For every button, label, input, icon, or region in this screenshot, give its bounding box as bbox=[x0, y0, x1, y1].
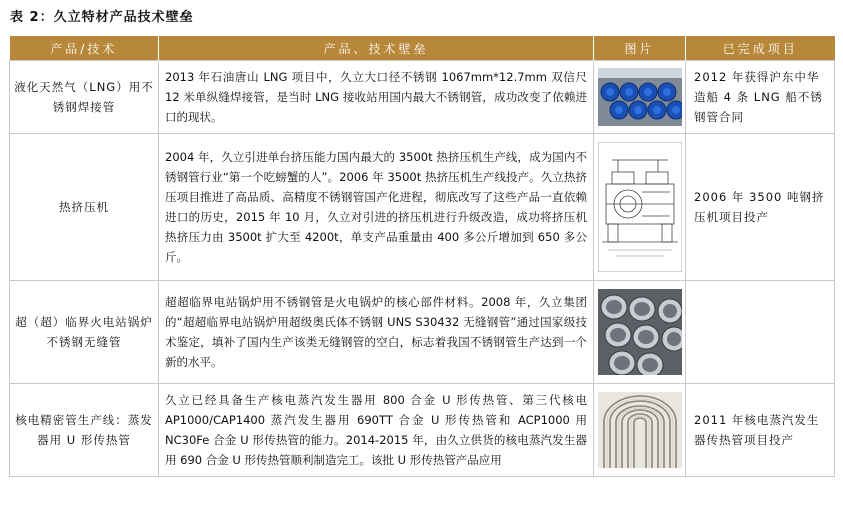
seamless-pipes-photo bbox=[598, 289, 682, 375]
product-name: 核电精密管生产线：蒸发器用 U 形传热管 bbox=[10, 384, 159, 477]
table-header-row bbox=[10, 36, 835, 61]
header-product: 产品/技术 bbox=[10, 36, 159, 61]
tech-barrier-table bbox=[9, 36, 835, 477]
table-row bbox=[10, 281, 835, 384]
header-barrier: 产品、技术壁垒 bbox=[159, 36, 594, 61]
product-barrier: 久立已经具备生产核电蒸汽发生器用 800 合金 U 形传热管、第三代核电 AP1000/CAP1400 蒸汽发生器用 690TT 合金 U 形传热管和 ACP1000 用 NC30Fe 合金 U 形传热管的能力。2014-2015 年，由久立供货的核电蒸汽发生器用 690 合金 U 形传热管顺利制造完工。该批 U 形传热管产品应用 bbox=[159, 384, 594, 477]
product-barrier: 超超临界电站锅炉用不锈钢管是火电锅炉的核心部件材料。2008 年，久立集团的“超超临界电站锅炉用超级奥氏体不锈钢 UNS S30432 无缝钢管”通过国家级技术鉴定，填补了国内生产该类无缝钢管的空白，标志着我国不锈钢管生产达到一个新的水平。 bbox=[159, 281, 594, 384]
table-row bbox=[10, 384, 835, 477]
table-row bbox=[10, 61, 835, 134]
extrusion-press-drawing bbox=[598, 142, 682, 272]
product-image-cell bbox=[594, 384, 686, 477]
product-barrier: 2004 年，久立引进单台挤压能力国内最大的 3500t 热挤压机生产线，成为国内不锈钢管行业“第一个吃螃蟹的人”。2006 年 3500t 热挤压机生产线投产。久立热挤压项目推进了高品质、高精度不锈钢管国产化进程，彻底改写了这些产品一直依赖进口的历史，2015 年 10 月，久立对引进的挤压机进行升级改造，成功将挤压机热挤压力由 3500t 扩大至 4200t，单支产品重量由 400 多公斤增加到 650 多公斤。 bbox=[159, 134, 594, 281]
product-image-cell bbox=[594, 134, 686, 281]
product-barrier: 2013 年石油唐山 LNG 项目中，久立大口径不锈钢 1067mm*12.7mm 双信尺 12 米单纵缝焊接管，是当时 LNG 接收站用国内最大不锈钢管，成功改变了依赖进口的现状。 bbox=[159, 61, 594, 134]
u-tube-bundle-photo bbox=[598, 392, 682, 468]
header-done: 已完成项目 bbox=[686, 36, 835, 61]
table-row bbox=[10, 134, 835, 281]
header-image: 图片 bbox=[594, 36, 686, 61]
table-caption: 表 2：久立特材产品技术壁垒 bbox=[10, 10, 194, 25]
completed-project: 2006 年 3500 吨钢挤压机项目投产 bbox=[686, 134, 835, 281]
product-image-cell bbox=[594, 281, 686, 384]
product-name: 热挤压机 bbox=[10, 134, 159, 281]
blue-capped-pipes-photo bbox=[598, 68, 682, 126]
product-image-cell bbox=[594, 61, 686, 134]
completed-project: 2012 年获得沪东中华造船 4 条 LNG 船不锈钢管合同 bbox=[686, 61, 835, 134]
completed-project bbox=[686, 281, 835, 384]
completed-project: 2011 年核电蒸汽发生器传热管项目投产 bbox=[686, 384, 835, 477]
product-name: 液化天然气（LNG）用不锈钢焊接管 bbox=[10, 61, 159, 134]
product-name: 超（超）临界火电站锅炉不锈钢无缝管 bbox=[10, 281, 159, 384]
